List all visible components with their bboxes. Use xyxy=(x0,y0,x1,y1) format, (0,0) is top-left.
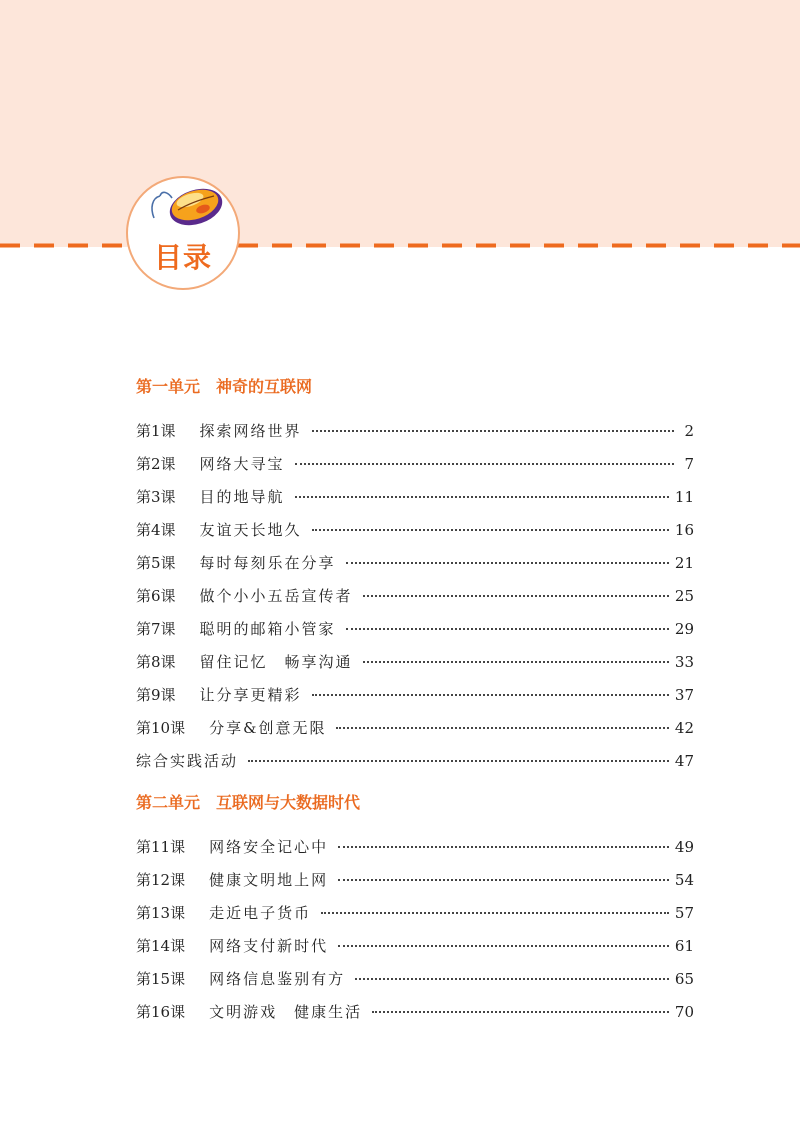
page-number: 57 xyxy=(674,904,694,922)
page-number: 47 xyxy=(674,752,694,770)
toc-entry[interactable] xyxy=(136,963,694,996)
lesson-title: 综合实践活动 xyxy=(136,752,239,770)
dashed-divider xyxy=(0,243,800,248)
page-number: 37 xyxy=(674,686,694,704)
dot-leader xyxy=(346,562,669,564)
lesson-number: 第2课 xyxy=(136,455,176,473)
lesson-number: 第14课 xyxy=(136,937,186,955)
unit-heading: 第一单元 神奇的互联网 xyxy=(136,377,313,396)
dot-leader xyxy=(312,430,674,432)
lesson-number: 第9课 xyxy=(136,686,176,704)
page-number: 25 xyxy=(674,587,694,605)
lesson-title: 做个小小五岳宣传者 xyxy=(199,587,353,605)
computer-mouse-icon xyxy=(148,182,226,232)
dot-leader xyxy=(363,661,669,663)
toc-entry[interactable] xyxy=(136,831,694,864)
toc-entry[interactable] xyxy=(136,481,694,514)
toc-entry[interactable] xyxy=(136,712,694,745)
page-number: 11 xyxy=(674,488,694,506)
page-number: 29 xyxy=(674,620,694,638)
page-number: 54 xyxy=(674,871,694,889)
toc-entry[interactable] xyxy=(136,448,694,481)
unit-section-1 xyxy=(136,370,694,778)
entry-list xyxy=(136,415,694,778)
lesson-title: 网络安全记心中 xyxy=(209,838,329,856)
page-number: 42 xyxy=(674,719,694,737)
lesson-title: 网络支付新时代 xyxy=(209,937,329,955)
toc-entry[interactable] xyxy=(136,646,694,679)
page-number: 21 xyxy=(674,554,694,572)
lesson-number: 第7课 xyxy=(136,620,176,638)
dot-leader xyxy=(338,945,669,947)
page-number: 61 xyxy=(674,937,694,955)
lesson-title: 友谊天长地久 xyxy=(199,521,302,539)
dot-leader xyxy=(355,978,669,980)
lesson-title: 每时每刻乐在分享 xyxy=(199,554,336,572)
toc-entry[interactable] xyxy=(136,613,694,646)
lesson-title: 健康文明地上网 xyxy=(209,871,329,889)
page-title: 目录 xyxy=(153,241,212,274)
dot-leader xyxy=(346,628,669,630)
lesson-title: 留住记忆 畅享沟通 xyxy=(199,653,353,671)
lesson-title: 网络信息鉴别有方 xyxy=(209,970,346,988)
header-band xyxy=(0,0,800,247)
dot-leader xyxy=(312,529,669,531)
dot-leader xyxy=(338,846,669,848)
unit-heading: 第二单元 互联网与大数据时代 xyxy=(136,793,361,812)
dot-leader xyxy=(295,463,674,465)
dot-leader xyxy=(312,694,669,696)
toc-entry[interactable] xyxy=(136,415,694,448)
lesson-number: 第13课 xyxy=(136,904,186,922)
dot-leader xyxy=(295,496,669,498)
dot-leader xyxy=(321,912,669,914)
lesson-number: 第11课 xyxy=(136,838,186,856)
dot-leader xyxy=(248,760,669,762)
toc-entry[interactable] xyxy=(136,679,694,712)
toc-entry[interactable] xyxy=(136,547,694,580)
lesson-number: 第16课 xyxy=(136,1003,186,1021)
toc-entry[interactable] xyxy=(136,996,694,1029)
toc-entry[interactable] xyxy=(136,930,694,963)
toc-badge xyxy=(126,176,240,290)
dot-leader xyxy=(336,727,668,729)
lesson-number: 第1课 xyxy=(136,422,176,440)
lesson-number: 第10课 xyxy=(136,719,186,737)
page-number: 7 xyxy=(684,455,694,473)
lesson-title: 走近电子货币 xyxy=(209,904,312,922)
lesson-number: 第15课 xyxy=(136,970,186,988)
lesson-title: 探索网络世界 xyxy=(199,422,302,440)
lesson-title: 网络大寻宝 xyxy=(199,455,285,473)
toc-entry[interactable] xyxy=(136,580,694,613)
toc-entry[interactable] xyxy=(136,514,694,547)
entry-list xyxy=(136,831,694,1029)
page-number: 65 xyxy=(674,970,694,988)
lesson-title: 目的地导航 xyxy=(199,488,285,506)
page-number: 33 xyxy=(674,653,694,671)
lesson-title: 让分享更精彩 xyxy=(199,686,302,704)
lesson-number: 第3课 xyxy=(136,488,176,506)
toc-entry[interactable] xyxy=(136,864,694,897)
dot-leader xyxy=(372,1011,669,1013)
lesson-title: 分享&创意无限 xyxy=(209,719,327,737)
dot-leader xyxy=(363,595,669,597)
lesson-title: 文明游戏 健康生活 xyxy=(209,1003,363,1021)
lesson-number: 第6课 xyxy=(136,587,176,605)
unit-section-2 xyxy=(136,786,694,1029)
page-number: 70 xyxy=(674,1003,694,1021)
page-number: 2 xyxy=(684,422,694,440)
page-number: 16 xyxy=(674,521,694,539)
dot-leader xyxy=(338,879,669,881)
toc-entry[interactable] xyxy=(136,745,694,778)
lesson-number: 第8课 xyxy=(136,653,176,671)
lesson-number: 第4课 xyxy=(136,521,176,539)
toc-entry[interactable] xyxy=(136,897,694,930)
table-of-contents xyxy=(136,370,694,1029)
lesson-number: 第5课 xyxy=(136,554,176,572)
page-number: 49 xyxy=(674,838,694,856)
lesson-title: 聪明的邮箱小管家 xyxy=(199,620,336,638)
lesson-number: 第12课 xyxy=(136,871,186,889)
